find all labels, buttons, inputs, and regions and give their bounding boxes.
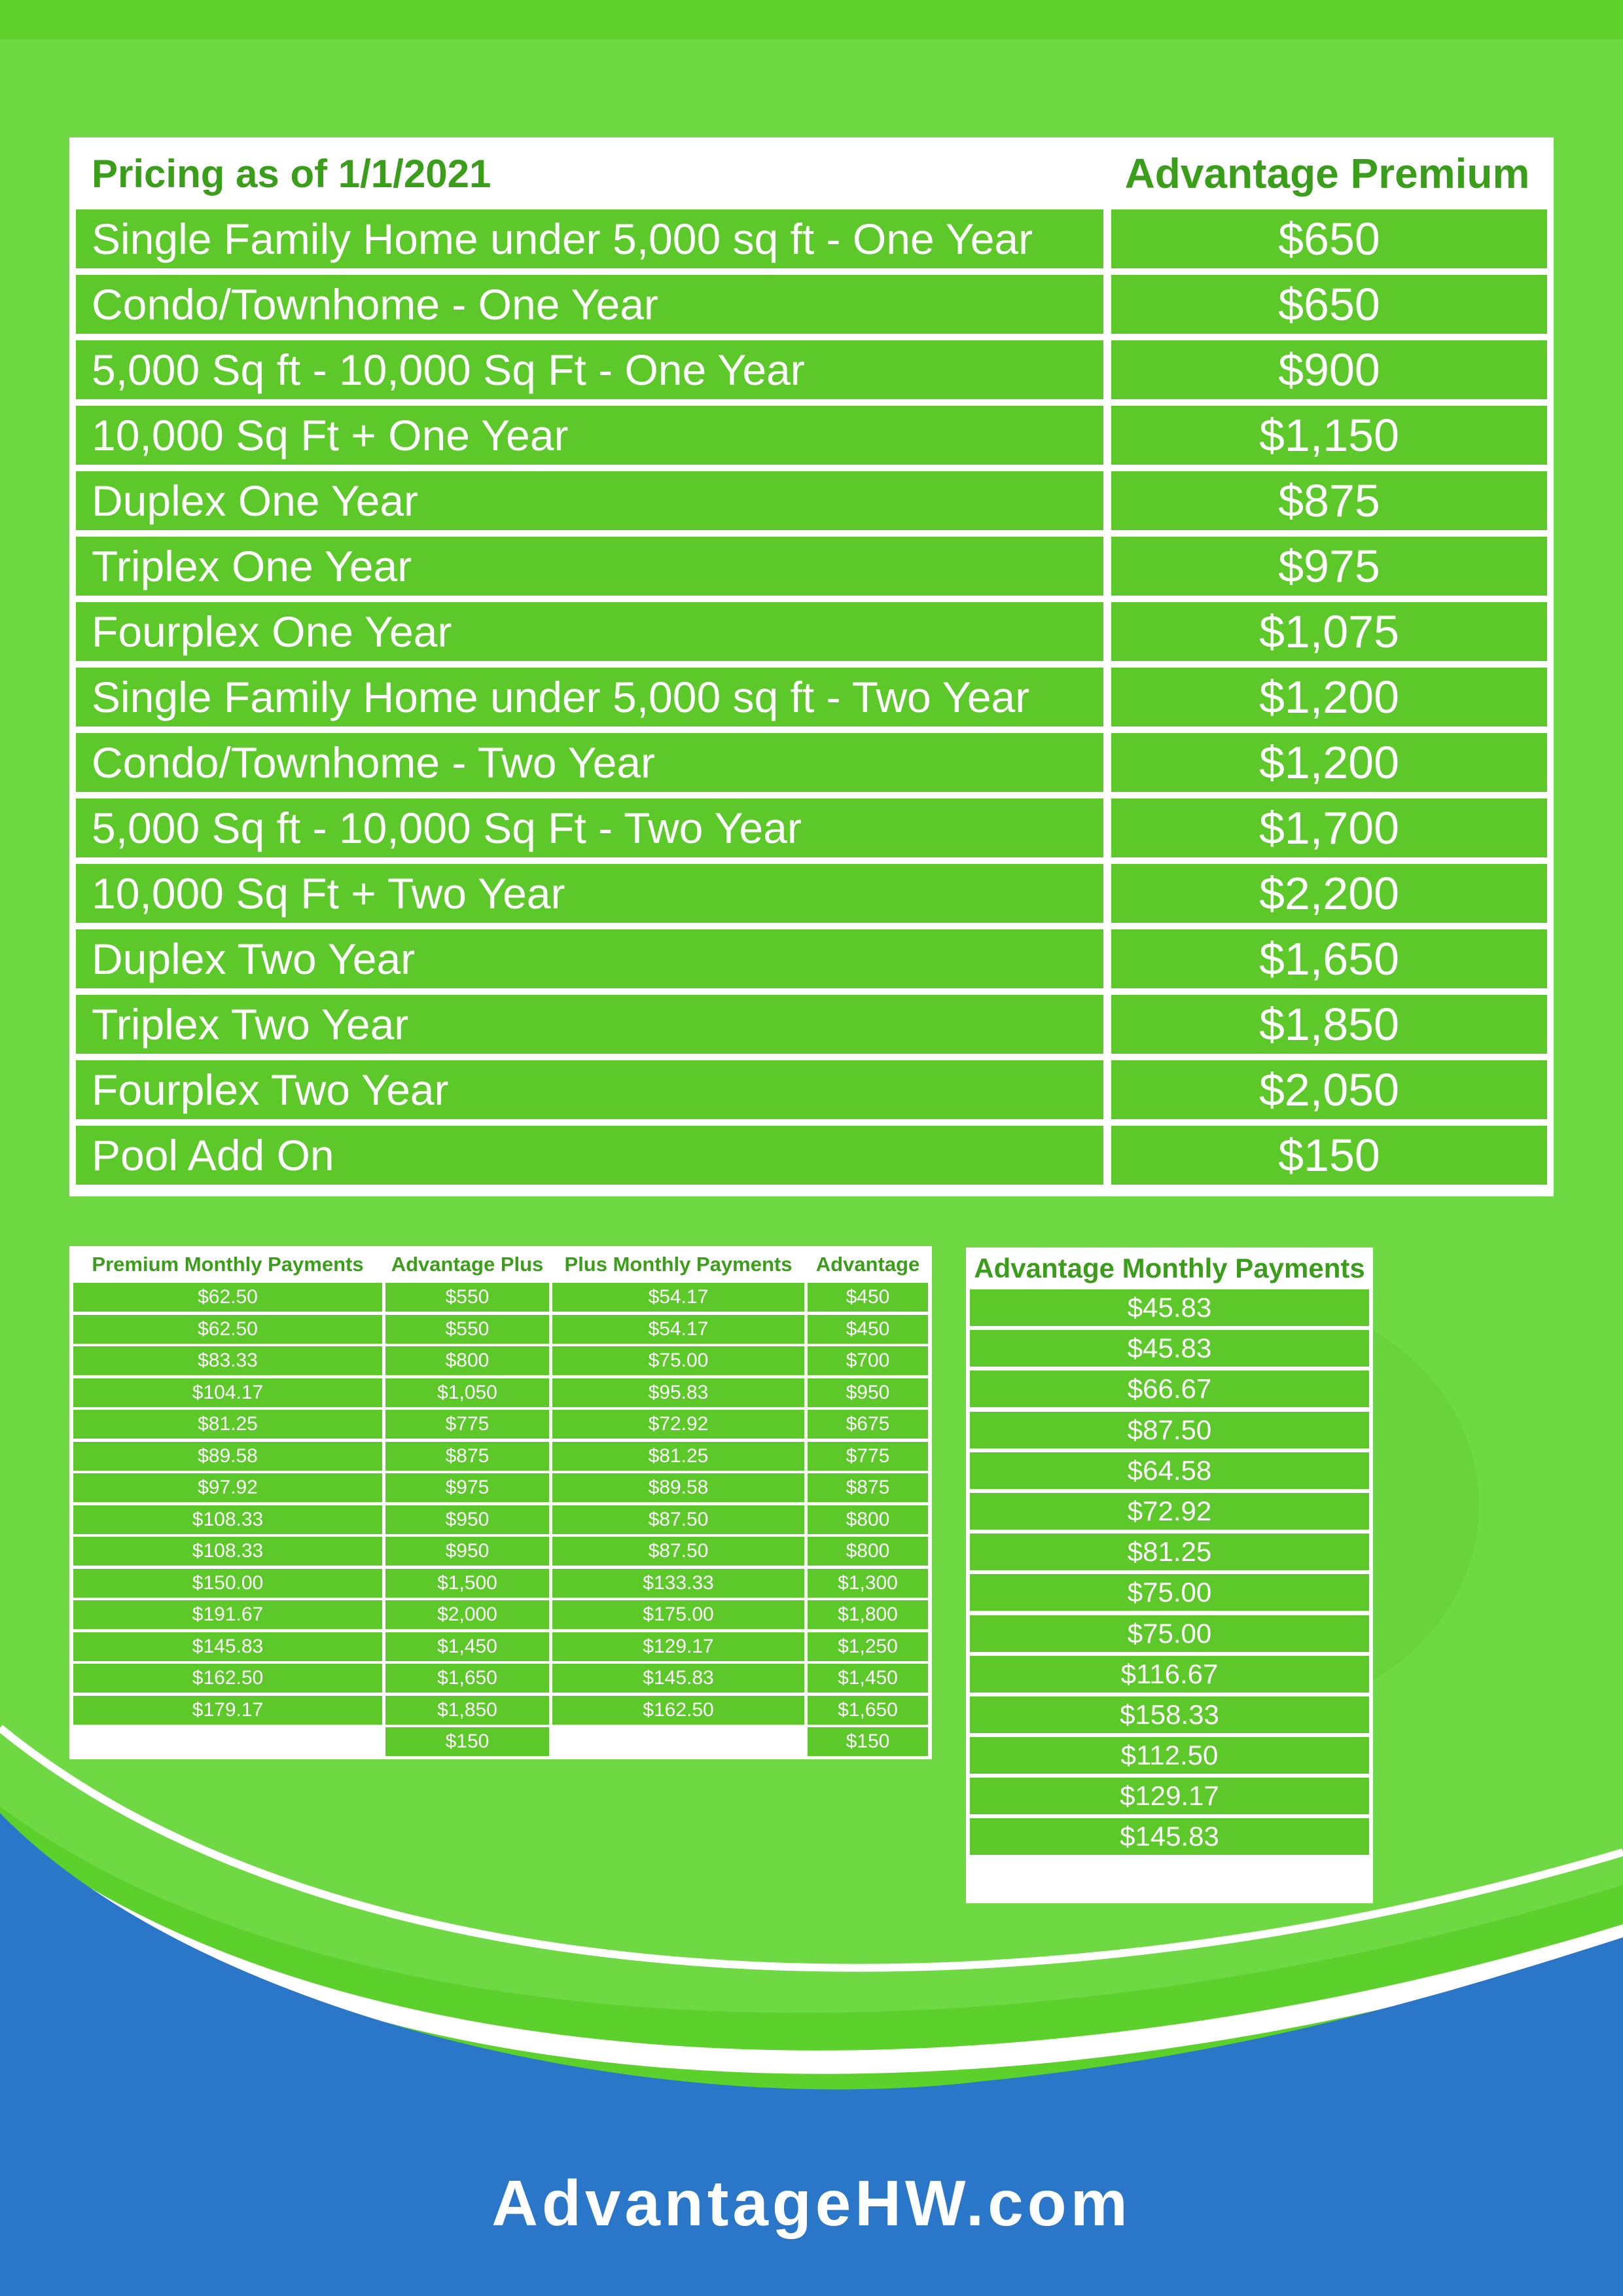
table-cell: $81.25: [552, 1442, 804, 1471]
table-row: [73, 1632, 928, 1661]
table-row: [76, 406, 1547, 465]
advantage-premium-heading: Advantage Premium: [1124, 150, 1530, 197]
table-cell: $72.92: [552, 1410, 804, 1439]
table-row: [76, 995, 1547, 1054]
plan-label: Single Family Home under 5,000 sq ft - Two Year: [76, 668, 1103, 726]
advantage-monthly-table: [966, 1247, 1373, 1903]
table-cell: $108.33: [73, 1537, 382, 1566]
plan-label: 5,000 Sq ft - 10,000 Sq Ft - One Year: [76, 340, 1103, 399]
plan-price: $650: [1111, 209, 1547, 268]
table-cell: $150.00: [73, 1569, 382, 1598]
table-row: [76, 929, 1547, 988]
table-row: [73, 1378, 928, 1407]
table-row: $116.67: [970, 1656, 1369, 1693]
table-cell: $1,300: [808, 1569, 928, 1598]
table-cell: $150: [808, 1727, 928, 1756]
table-cell: $89.58: [73, 1442, 382, 1471]
table-row: [76, 275, 1547, 334]
plan-price: $1,650: [1111, 929, 1547, 988]
table-row: $45.83: [970, 1330, 1369, 1367]
table-row: [76, 602, 1547, 661]
table-row: $75.00: [970, 1615, 1369, 1652]
table-cell: $62.50: [73, 1283, 382, 1312]
table-cell: $87.50: [552, 1505, 804, 1534]
table-row: $64.58: [970, 1452, 1369, 1489]
table-cell: $950: [808, 1378, 928, 1407]
table-cell: $800: [385, 1346, 549, 1375]
table-row: $87.50: [970, 1412, 1369, 1448]
table-cell: $145.83: [73, 1632, 382, 1661]
table-cell: $950: [385, 1505, 549, 1534]
table-row: $72.92: [970, 1493, 1369, 1530]
table-row: [73, 1696, 928, 1725]
table-cell: $150: [385, 1727, 549, 1756]
table-cell: $83.33: [73, 1346, 382, 1375]
table-cell: $450: [808, 1315, 928, 1344]
table-cell: $775: [808, 1442, 928, 1471]
table-cell: $75.00: [552, 1346, 804, 1375]
payments-table: [69, 1246, 932, 1759]
table-cell: $97.92: [73, 1473, 382, 1502]
table-cell: $700: [808, 1346, 928, 1375]
plan-price: $1,200: [1111, 733, 1547, 792]
plan-label: Pool Add On: [76, 1126, 1103, 1185]
plan-label: 5,000 Sq ft - 10,000 Sq Ft - Two Year: [76, 798, 1103, 857]
column-header: Premium Monthly Payments: [92, 1253, 364, 1276]
table-cell: $162.50: [73, 1664, 382, 1693]
plan-price: $875: [1111, 471, 1547, 530]
plan-price: $650: [1111, 275, 1547, 334]
table-cell: $2,000: [385, 1600, 549, 1629]
plan-label: 10,000 Sq Ft + One Year: [76, 406, 1103, 465]
table-cell: $108.33: [73, 1505, 382, 1534]
table-row: $45.83: [970, 1289, 1369, 1326]
table-row: $158.33: [970, 1696, 1369, 1733]
plan-label: Fourplex One Year: [76, 602, 1103, 661]
table-row: [76, 864, 1547, 923]
table-cell: $1,650: [808, 1696, 928, 1725]
table-cell: $1,250: [808, 1632, 928, 1661]
table-row: $81.25: [970, 1534, 1369, 1570]
website-url: AdvantageHW.com: [491, 2167, 1132, 2239]
plan-price: $1,700: [1111, 798, 1547, 857]
table-row: $112.50: [970, 1737, 1369, 1774]
table-cell: $450: [808, 1283, 928, 1312]
table-cell: $550: [385, 1283, 549, 1312]
plan-label: Fourplex Two Year: [76, 1060, 1103, 1119]
table-row: [73, 1664, 928, 1693]
plan-price: $1,150: [1111, 406, 1547, 465]
table-cell: $975: [385, 1473, 549, 1502]
table-row: [76, 733, 1547, 792]
table-row: [76, 798, 1547, 857]
plan-price: $900: [1111, 340, 1547, 399]
plan-label: Single Family Home under 5,000 sq ft - One Year: [76, 209, 1103, 268]
plan-label: 10,000 Sq Ft + Two Year: [76, 864, 1103, 923]
table-cell: $800: [808, 1537, 928, 1566]
table-row: [73, 1410, 928, 1439]
plan-label: Triplex Two Year: [76, 995, 1103, 1054]
table-cell: $1,450: [808, 1664, 928, 1693]
plan-price: $1,075: [1111, 602, 1547, 661]
column-header: Plus Monthly Payments: [564, 1253, 793, 1276]
table-cell: $179.17: [73, 1696, 382, 1725]
table-row: [76, 471, 1547, 530]
table-cell: $129.17: [552, 1632, 804, 1661]
table-cell: $550: [385, 1315, 549, 1344]
plan-price: $1,850: [1111, 995, 1547, 1054]
table-cell: $162.50: [552, 1696, 804, 1725]
advantage-monthly-heading: Advantage Monthly Payments: [974, 1253, 1365, 1283]
column-header: Advantage Plus: [391, 1253, 544, 1276]
column-header: Advantage: [815, 1253, 920, 1276]
pricing-table: [69, 137, 1554, 1196]
table-cell: $133.33: [552, 1569, 804, 1598]
table-row: [73, 1569, 928, 1598]
pricing-table-header: [76, 137, 1547, 209]
table-cell: $675: [808, 1410, 928, 1439]
table-row: [73, 1537, 928, 1566]
plan-label: Duplex Two Year: [76, 929, 1103, 988]
table-cell: $89.58: [552, 1473, 804, 1502]
table-row: [76, 668, 1547, 726]
payments-table-header: [73, 1246, 928, 1283]
plan-label: Duplex One Year: [76, 471, 1103, 530]
table-cell: $1,450: [385, 1632, 549, 1661]
table-cell: [73, 1727, 382, 1756]
table-row: [76, 537, 1547, 596]
table-cell: $54.17: [552, 1283, 804, 1312]
table-cell: $62.50: [73, 1315, 382, 1344]
pricing-date-heading: Pricing as of 1/1/2021: [92, 151, 491, 196]
table-cell: $1,650: [385, 1664, 549, 1693]
table-row: [76, 209, 1547, 268]
table-cell: $104.17: [73, 1378, 382, 1407]
table-row: [73, 1315, 928, 1344]
table-cell: $54.17: [552, 1315, 804, 1344]
table-cell: $1,050: [385, 1378, 549, 1407]
table-row: [73, 1727, 928, 1756]
table-row: [76, 340, 1547, 399]
plan-price: $2,050: [1111, 1060, 1547, 1119]
table-cell: $875: [808, 1473, 928, 1502]
table-cell: $800: [808, 1505, 928, 1534]
table-row: $145.83: [970, 1818, 1369, 1855]
table-row: [73, 1505, 928, 1534]
table-row: [76, 1126, 1547, 1185]
table-row: $66.67: [970, 1371, 1369, 1407]
table-cell: $1,500: [385, 1569, 549, 1598]
table-cell: $1,850: [385, 1696, 549, 1725]
table-cell: $775: [385, 1410, 549, 1439]
table-row: [76, 1060, 1547, 1119]
plan-label: Triplex One Year: [76, 537, 1103, 596]
table-cell: $175.00: [552, 1600, 804, 1629]
plan-price: $1,200: [1111, 668, 1547, 726]
table-cell: $950: [385, 1537, 549, 1566]
table-row: [73, 1442, 928, 1471]
table-cell: $191.67: [73, 1600, 382, 1629]
table-cell: $95.83: [552, 1378, 804, 1407]
table-row: [73, 1473, 928, 1502]
plan-label: Condo/Townhome - One Year: [76, 275, 1103, 334]
table-cell: [552, 1727, 804, 1756]
plan-price: $150: [1111, 1126, 1547, 1185]
plan-price: $2,200: [1111, 864, 1547, 923]
table-cell: $87.50: [552, 1537, 804, 1566]
plan-price: $975: [1111, 537, 1547, 596]
table-cell: $145.83: [552, 1664, 804, 1693]
table-cell: $875: [385, 1442, 549, 1471]
table-row: $75.00: [970, 1574, 1369, 1611]
table-cell: $1,800: [808, 1600, 928, 1629]
plan-label: Condo/Townhome - Two Year: [76, 733, 1103, 792]
table-cell: $81.25: [73, 1410, 382, 1439]
table-row: [73, 1600, 928, 1629]
table-row: [73, 1283, 928, 1312]
table-row: [73, 1346, 928, 1375]
table-row: $129.17: [970, 1778, 1369, 1814]
